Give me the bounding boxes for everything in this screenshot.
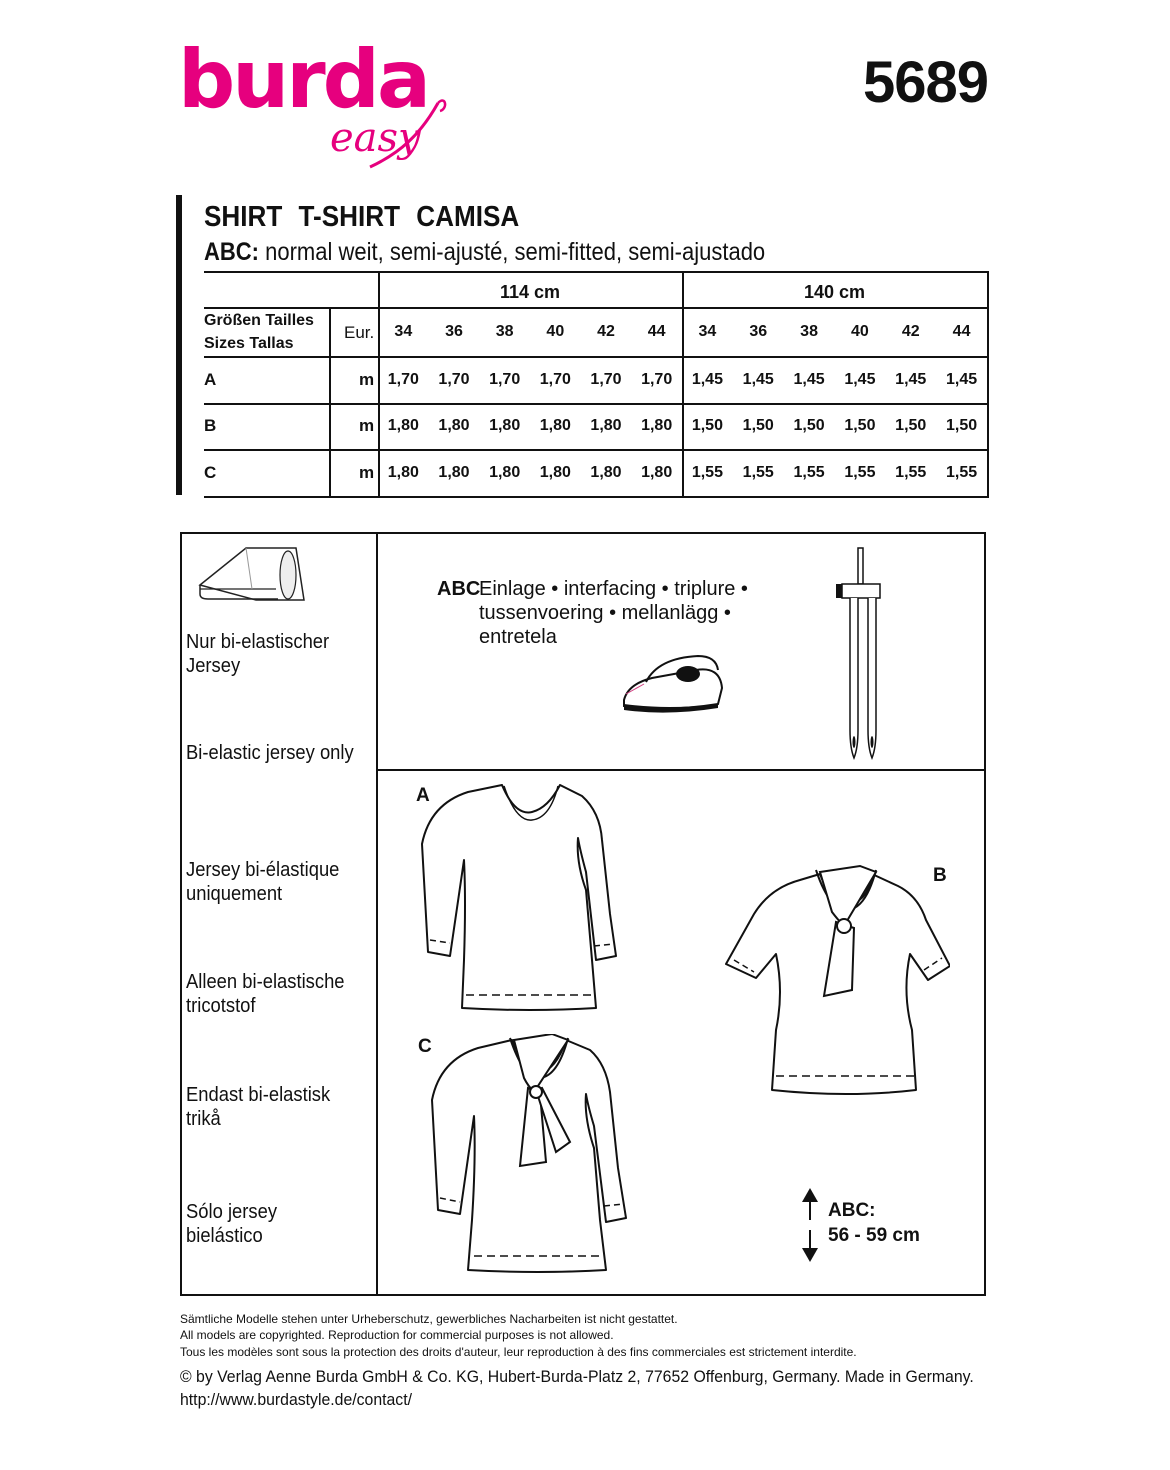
fabric-text-sv: Endast bi-elastisk trikå	[186, 1084, 331, 1130]
fabric-text-es: Sólo jersey bielástico	[186, 1201, 278, 1247]
logo-swash-icon	[360, 95, 450, 180]
yardage-value: 1,45	[844, 371, 876, 388]
yardage-value: 1,80	[438, 417, 470, 434]
fabric-roll-icon	[196, 545, 308, 607]
fabric-text-en: Bi-elastic jersey only	[186, 742, 354, 764]
yardage-value: 1,70	[438, 371, 470, 388]
view-row-label: C	[204, 463, 217, 482]
yardage-value: 1,50	[793, 417, 825, 434]
fit-description	[204, 240, 765, 265]
box-divider-horizontal	[376, 769, 986, 771]
sizes-label-de-fr: Größen Tailles	[204, 312, 314, 329]
garment-a-sketch	[410, 780, 620, 1020]
table-rule	[204, 496, 987, 498]
table-vrule	[329, 307, 331, 498]
yardage-value: 1,70	[641, 371, 673, 388]
garment-c-sketch	[428, 1034, 633, 1284]
yardage-value: 1,50	[895, 417, 927, 434]
fabric-text-de: Nur bi-elastischer Jersey	[186, 631, 330, 677]
unit-label: m	[359, 416, 375, 435]
length-arrow-icon	[800, 1186, 820, 1264]
yardage-value: 1,80	[438, 464, 470, 481]
yardage-value: 1,80	[539, 464, 571, 481]
yardage-value: 1,70	[489, 371, 521, 388]
contact-url[interactable]: http://www.burdastyle.de/contact/	[180, 1390, 413, 1409]
header-accent-bar	[176, 195, 182, 495]
yardage-value: 1,45	[742, 371, 774, 388]
yardage-value: 1,55	[844, 464, 876, 481]
size-header-36: 36	[749, 323, 768, 340]
yardage-value: 1,80	[590, 417, 622, 434]
brand-logo-sub: easy	[330, 115, 421, 161]
size-header-40: 40	[546, 323, 565, 340]
yardage-value: 1,55	[691, 464, 723, 481]
notions-line-1: Einlage • interfacing • triplure •	[479, 578, 748, 600]
yardage-value: 1,50	[946, 417, 978, 434]
view-label-a: A	[416, 785, 430, 806]
brand-logo: burda	[178, 33, 428, 126]
table-rule	[204, 271, 987, 273]
size-header-34: 34	[394, 323, 413, 340]
length-value: 56 - 59 cm	[828, 1225, 920, 1246]
yardage-value: 1,80	[489, 464, 521, 481]
view-row-label: B	[204, 416, 217, 435]
size-header-44: 44	[952, 323, 971, 340]
table-rule	[204, 307, 987, 309]
size-header-42: 42	[901, 323, 920, 340]
yardage-value: 1,45	[895, 371, 927, 388]
copyright-fr: Tous les modèles sont sous la protection des droits d'auteur, leur reproduction à des fins commerciales est strictement interdite.	[180, 1345, 857, 1359]
table-rule	[204, 403, 987, 405]
size-header-34: 34	[698, 323, 717, 340]
yardage-value: 1,70	[539, 371, 571, 388]
view-label-c: C	[418, 1036, 432, 1057]
eur-label: Eur.	[344, 323, 375, 342]
size-header-36: 36	[445, 323, 463, 340]
yardage-value: 1,45	[946, 371, 978, 388]
width-140-header: 140 cm	[803, 282, 866, 302]
yardage-value: 1,80	[641, 464, 673, 481]
garment-title: SHIRT T-SHIRT CAMISA	[204, 201, 520, 233]
copyright-de: Sämtliche Modelle stehen unter Urheberschutz, gewerbliches Nacharbeiten ist nicht gestattet.	[180, 1312, 678, 1326]
yardage-value: 1,80	[590, 464, 622, 481]
unit-label: m	[359, 463, 375, 482]
pattern-number: 5689	[862, 50, 988, 115]
notions-line-2: tussenvoering • mellanlägg •	[479, 602, 731, 624]
yardage-value: 1,80	[539, 417, 571, 434]
fabric-text-fr: Jersey bi-élastique uniquement	[186, 859, 340, 905]
yardage-value: 1,55	[946, 464, 978, 481]
width-114-header: 114 cm	[499, 282, 561, 302]
size-header-40: 40	[851, 323, 869, 340]
fit-text: normal weit, semi-ajusté, semi-fitted, semi-ajustado	[259, 238, 766, 266]
iron-icon	[618, 648, 728, 716]
yardage-value: 1,45	[691, 371, 723, 388]
table-rule	[204, 356, 987, 358]
yardage-value: 1,55	[742, 464, 774, 481]
size-header-42: 42	[597, 323, 615, 340]
yardage-value: 1,70	[387, 371, 419, 388]
length-label: ABC:	[828, 1200, 876, 1221]
yardage-value: 1,80	[387, 464, 419, 481]
publisher-info: © by Verlag Aenne Burda GmbH & Co. KG, Hubert-Burda-Platz 2, 77652 Offenburg, Germany. Made in Germany.	[180, 1367, 974, 1386]
yardage-value: 1,55	[895, 464, 927, 481]
yardage-value: 1,70	[590, 371, 622, 388]
size-header-38: 38	[495, 323, 514, 340]
fabric-text-nl: Alleen bi-elastische tricotstof	[186, 971, 345, 1017]
yardage-value: 1,50	[691, 417, 723, 434]
copyright-en: All models are copyrighted. Reproduction for commercial purposes is not allowed.	[180, 1328, 614, 1342]
view-row-label: A	[204, 370, 217, 389]
yardage-value: 1,80	[641, 417, 673, 434]
notions-line-3: entretela	[479, 626, 557, 648]
yardage-value: 1,80	[387, 417, 419, 434]
box-divider-vertical	[376, 532, 378, 1296]
size-header-38: 38	[800, 323, 818, 340]
unit-label: m	[359, 370, 375, 389]
yardage-value: 1,80	[489, 417, 521, 434]
sizes-label-en-es: Sizes Tallas	[204, 335, 294, 352]
yardage-value: 1,45	[793, 371, 825, 388]
yardage-value: 1,50	[742, 417, 774, 434]
fit-prefix: ABC:	[204, 238, 259, 266]
table-rule	[204, 449, 987, 451]
notions-prefix: ABC	[437, 578, 481, 600]
yardage-value: 1,55	[793, 464, 825, 481]
view-label-b: B	[933, 865, 947, 886]
size-header-44: 44	[647, 323, 666, 340]
garment-b-sketch	[720, 862, 950, 1122]
yardage-value: 1,50	[844, 417, 876, 434]
twin-needle-icon	[832, 544, 892, 766]
